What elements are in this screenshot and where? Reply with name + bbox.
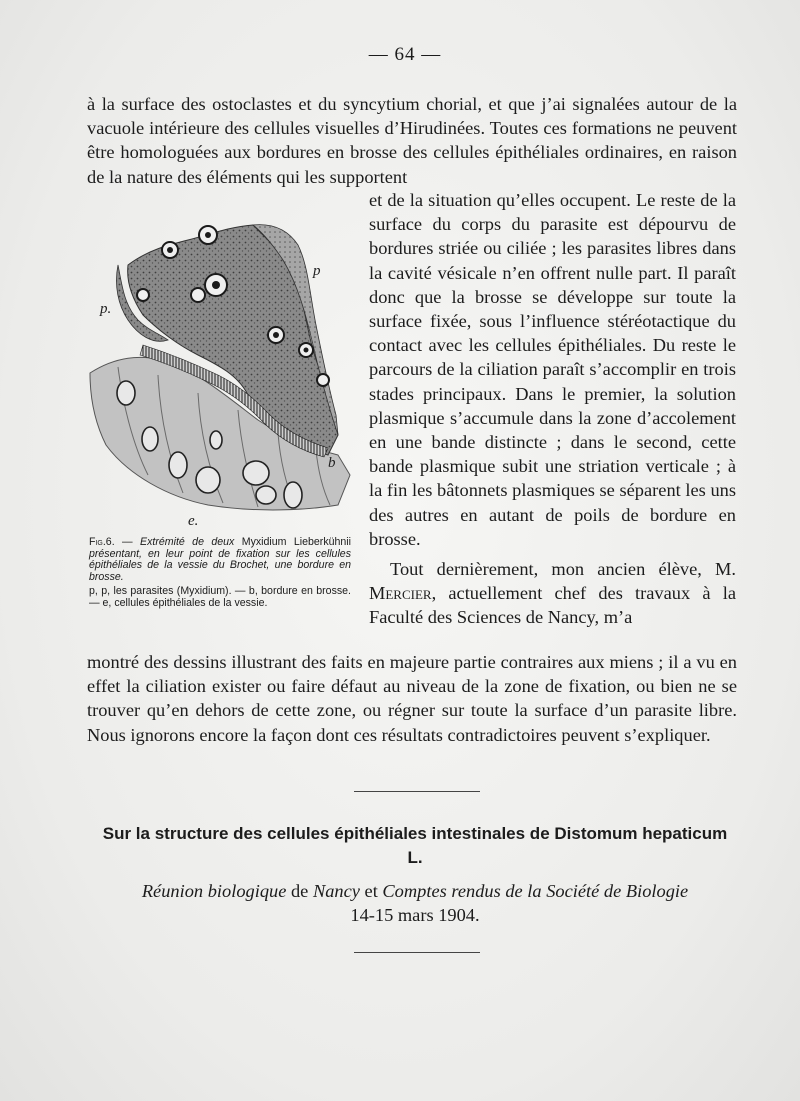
right-column-para2 [369, 557, 736, 630]
caption-italic-1: Extrémité de deux [140, 536, 235, 548]
figure-caption [89, 537, 351, 613]
caption-species: Myxidium Lieberkühnii [234, 536, 351, 548]
separator-rule-bottom [354, 952, 480, 953]
bottom-paragraph-text: montré des dessins illustrant des faits en majeure partie contraires aux miens ; il a vu en effet la ciliation exister ou faire défaut au niveau de la zone de fixation, ou bien ne se trouver qu’en dehors de cette zone, ou régner sur toute la surface d’un parasite libre. Nous ignorons encore la façon dont ces résultats contradictoires peuvent s’expliquer. [87, 652, 737, 745]
label-e: e. [188, 513, 199, 529]
separator-rule-top [354, 791, 480, 792]
para2-start: Tout dernièrement, mon ancien élève, M. [390, 559, 736, 580]
subtitle-comptes-rendus: Comptes rendus de la Société de Biologie [382, 881, 689, 901]
caption-legend: p, p, les parasites (Myxidium). — b, bordure en brosse. — e, cellules épithéliales de la vessie. [89, 585, 351, 609]
right-column [369, 188, 736, 630]
right-column-para1: et de la situation qu’elles occupent. Le reste de la surface du corps du parasite est dépourvu de bordures striée ou ciliée ; les parasites libres dans la cavité vésicale n’en offrent nulle part. Il paraît donc que la brosse se développe sur toute la surface fixée, sous l’influence stéréotactique du contact avec les cellules épithéliales. Du reste le parcours de la ciliation paraît s’accomplir en trois stades principaux. Dans le premier, la solution plasmique s’accumule dans la zone d’accolement en une bande distincte ; dans le second, cette bande plasmique subit une striation verticale ; à la fin les bâtonnets plasmiques se séparent les uns des autres en autant de poils de bordure en brosse. [369, 190, 736, 549]
subtitle-nancy: Nancy [312, 881, 360, 901]
label-p-right: p [313, 263, 321, 279]
caption-lead: Fig.6. — [89, 536, 133, 548]
subtitle-de: de [286, 881, 313, 901]
subtitle-reunion: Réunion biologique [141, 881, 287, 901]
page-number: — 64 — [368, 44, 442, 65]
caption-italic-2: présentant, en leur point de fixation sur les cellules épithéliales de la vessie du Brochet, une bordure en brosse. [89, 547, 351, 583]
label-b: b [328, 455, 336, 471]
subtitle-et: et [359, 881, 383, 901]
subtitle-date: 14-15 mars 1904. [350, 905, 480, 925]
figure-6-illustration [88, 205, 353, 535]
caption-main [89, 537, 351, 583]
label-p-left: p. [100, 301, 112, 317]
top-paragraph-text: à la surface des ostoclastes et du syncytium chorial, et que j’ai signalées autour de la vacuole intérieure des cellules visuelles d’Hirudinées. Toutes ces formations ne peuvent être homologuées aux bordures en brosse des cellules épithéliales ordinaires, en raison de la nature des éléments qui les supportent [87, 94, 737, 187]
author-name-mercier: Mercier [369, 583, 432, 604]
section-title: Sur la structure des cellules épithéliales intestinales de Distomum hepaticum L. [102, 824, 728, 867]
top-paragraph [87, 92, 737, 189]
bottom-paragraph [87, 650, 737, 747]
section-subtitle [95, 879, 735, 927]
para2-end: , actuellement chef des travaux à la Faculté des Sciences de Nancy, m’a [369, 583, 736, 628]
